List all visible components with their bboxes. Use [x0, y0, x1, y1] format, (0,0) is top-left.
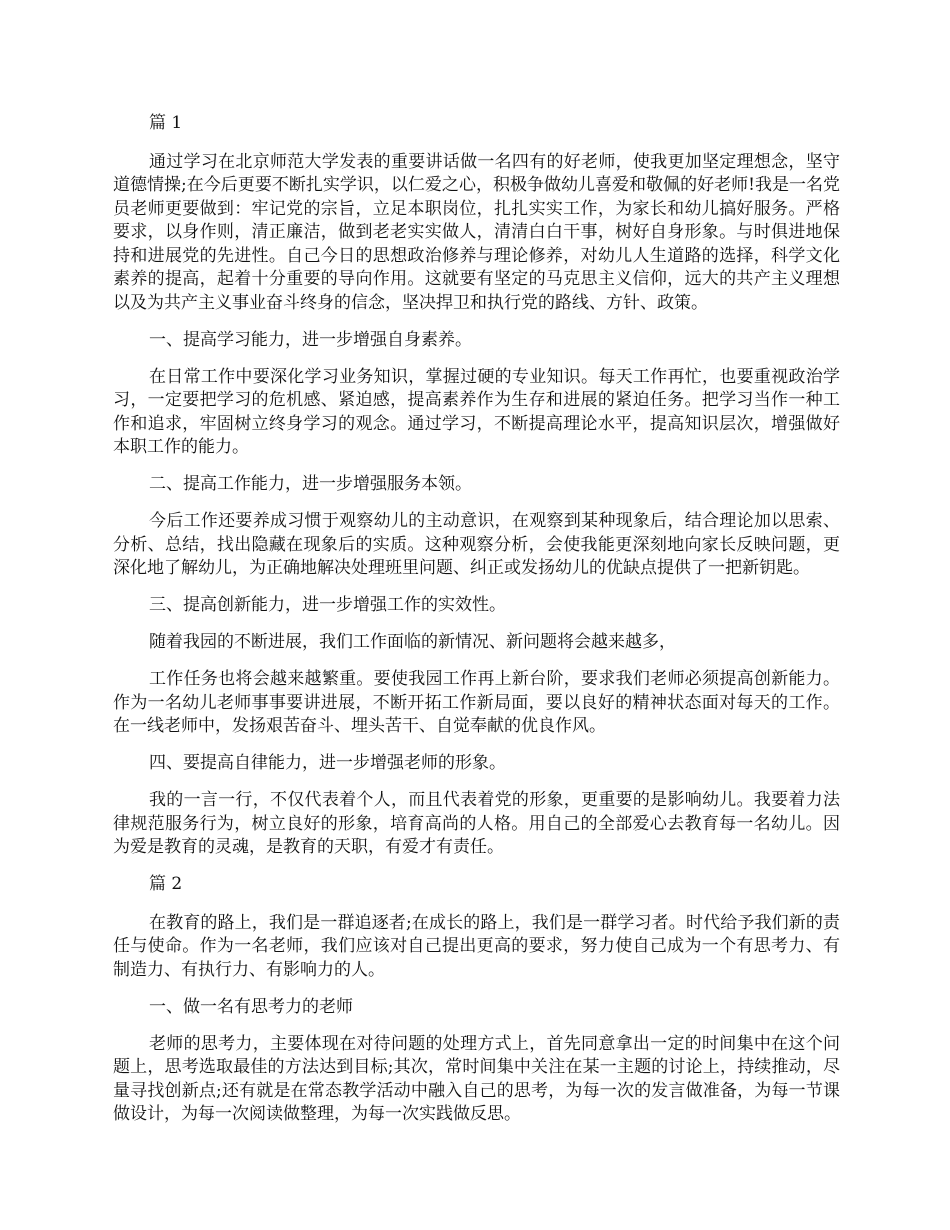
section-heading: 篇 2: [149, 874, 183, 894]
subheading: 一、提高学习能力，进一步增强自身素养。: [149, 329, 472, 350]
paragraph: 在教育的路上，我们是一群追逐者;在成长的路上，我们是一群学习者。时代给予我们新的责任与使命。作为一名老师，我们应该对自己提出更高的要求，努力使自己成为一个有思考力、有制造力、有执行力、有影响力的人。: [113, 912, 840, 980]
document-page: [113, 112, 840, 1140]
section-heading: 篇 1: [149, 113, 183, 133]
subheading: 三、提高创新能力，进一步增强工作的实效性。: [149, 595, 506, 615]
subheading: 二、提高工作能力，进一步增强服务本领。: [149, 474, 472, 494]
paragraph: 在日常工作中要深化学习业务知识，掌握过硬的专业知识。每天工作再忙，也要重视政治学习，一定要把学习的危机感、紧迫感，提高素养作为生存和进展的紧迫任务。把学习当作一种工作和追求，牢固树立终身学习的观念。通过学习，不断提高理论水平，提高知识层次，增强做好本职工作的能力。: [113, 366, 840, 457]
paragraph: 今后工作还要养成习惯于观察幼儿的主动意识，在观察到某种现象后，结合理论加以思索、分析、总结，找出隐藏在现象后的实质。这种观察分析，会使我能更深刻地向家长反映问题，更深化地了解幼儿，为正确地解决处理班里问题、纠正或发扬幼儿的优缺点提供了一把新钥匙。: [113, 511, 840, 578]
subheading: 四、要提高自律能力，进一步增强老师的形象。: [149, 753, 506, 773]
paragraph: 我的一言一行，不仅代表着个人，而且代表着党的形象，更重要的是影响幼儿。我要着力法律规范服务行为，树立良好的形象，培育高尚的人格。用自己的全部爱心去教育每一名幼儿。因为爱是教育的灵魂，是教育的天职，有爱才有责任。: [113, 790, 840, 857]
subheading: 一、做一名有思考力的老师: [149, 996, 353, 1017]
paragraph: 工作任务也将会越来越繁重。要使我园工作再上新台阶，要求我们老师必须提高创新能力。作为一名幼儿老师事事要讲进展，不断开拓工作新局面，要以良好的精神状态面对每天的工作。在一线老师中，发扬艰苦奋斗、埋头苦干、自觉奉献的优良作风。: [113, 669, 840, 736]
paragraph: 通过学习在北京师范大学发表的重要讲话做一名四有的好老师，使我更加坚定理想念，坚守道德情操;在今后更要不断扎实学识，以仁爱之心，积极争做幼儿喜爱和敬佩的好老师!我是一名党员老师更要做到：牢记党的宗旨，立足本职岗位，扎扎实实工作，为家长和幼儿搞好服务。严格要求，以身作则，清正廉洁，做到老老实实做人，清清白白干事，树好自身形象。与时俱进地保持和进展党的先进性。自己今日的思想政治修养与理论修养，对幼儿人生道路的选择，科学文化素养的提高，起着十分重要的导向作用。这就要有坚定的马克思主义信仰，远大的共产主义理想以及为共产主义事业奋斗终身的信念，坚决捍卫和执行党的路线、方针、政策。: [113, 151, 840, 313]
paragraph: 随着我园的不断进展，我们工作面临的新情况、新问题将会越来越多，: [149, 632, 676, 652]
paragraph: 老师的思考力，主要体现在对待问题的处理方式上，首先同意拿出一定的时间集中在这个问题上，思考选取最佳的方法达到目标;其次，常时间集中关注在某一主题的讨论上，持续推动，尽量寻找创新点;还有就是在常态教学活动中融入自己的思考，为每一次的发言做准备，为每一节课做设计，为每一次阅读做整理，为每一次实践做反思。: [113, 1033, 840, 1124]
